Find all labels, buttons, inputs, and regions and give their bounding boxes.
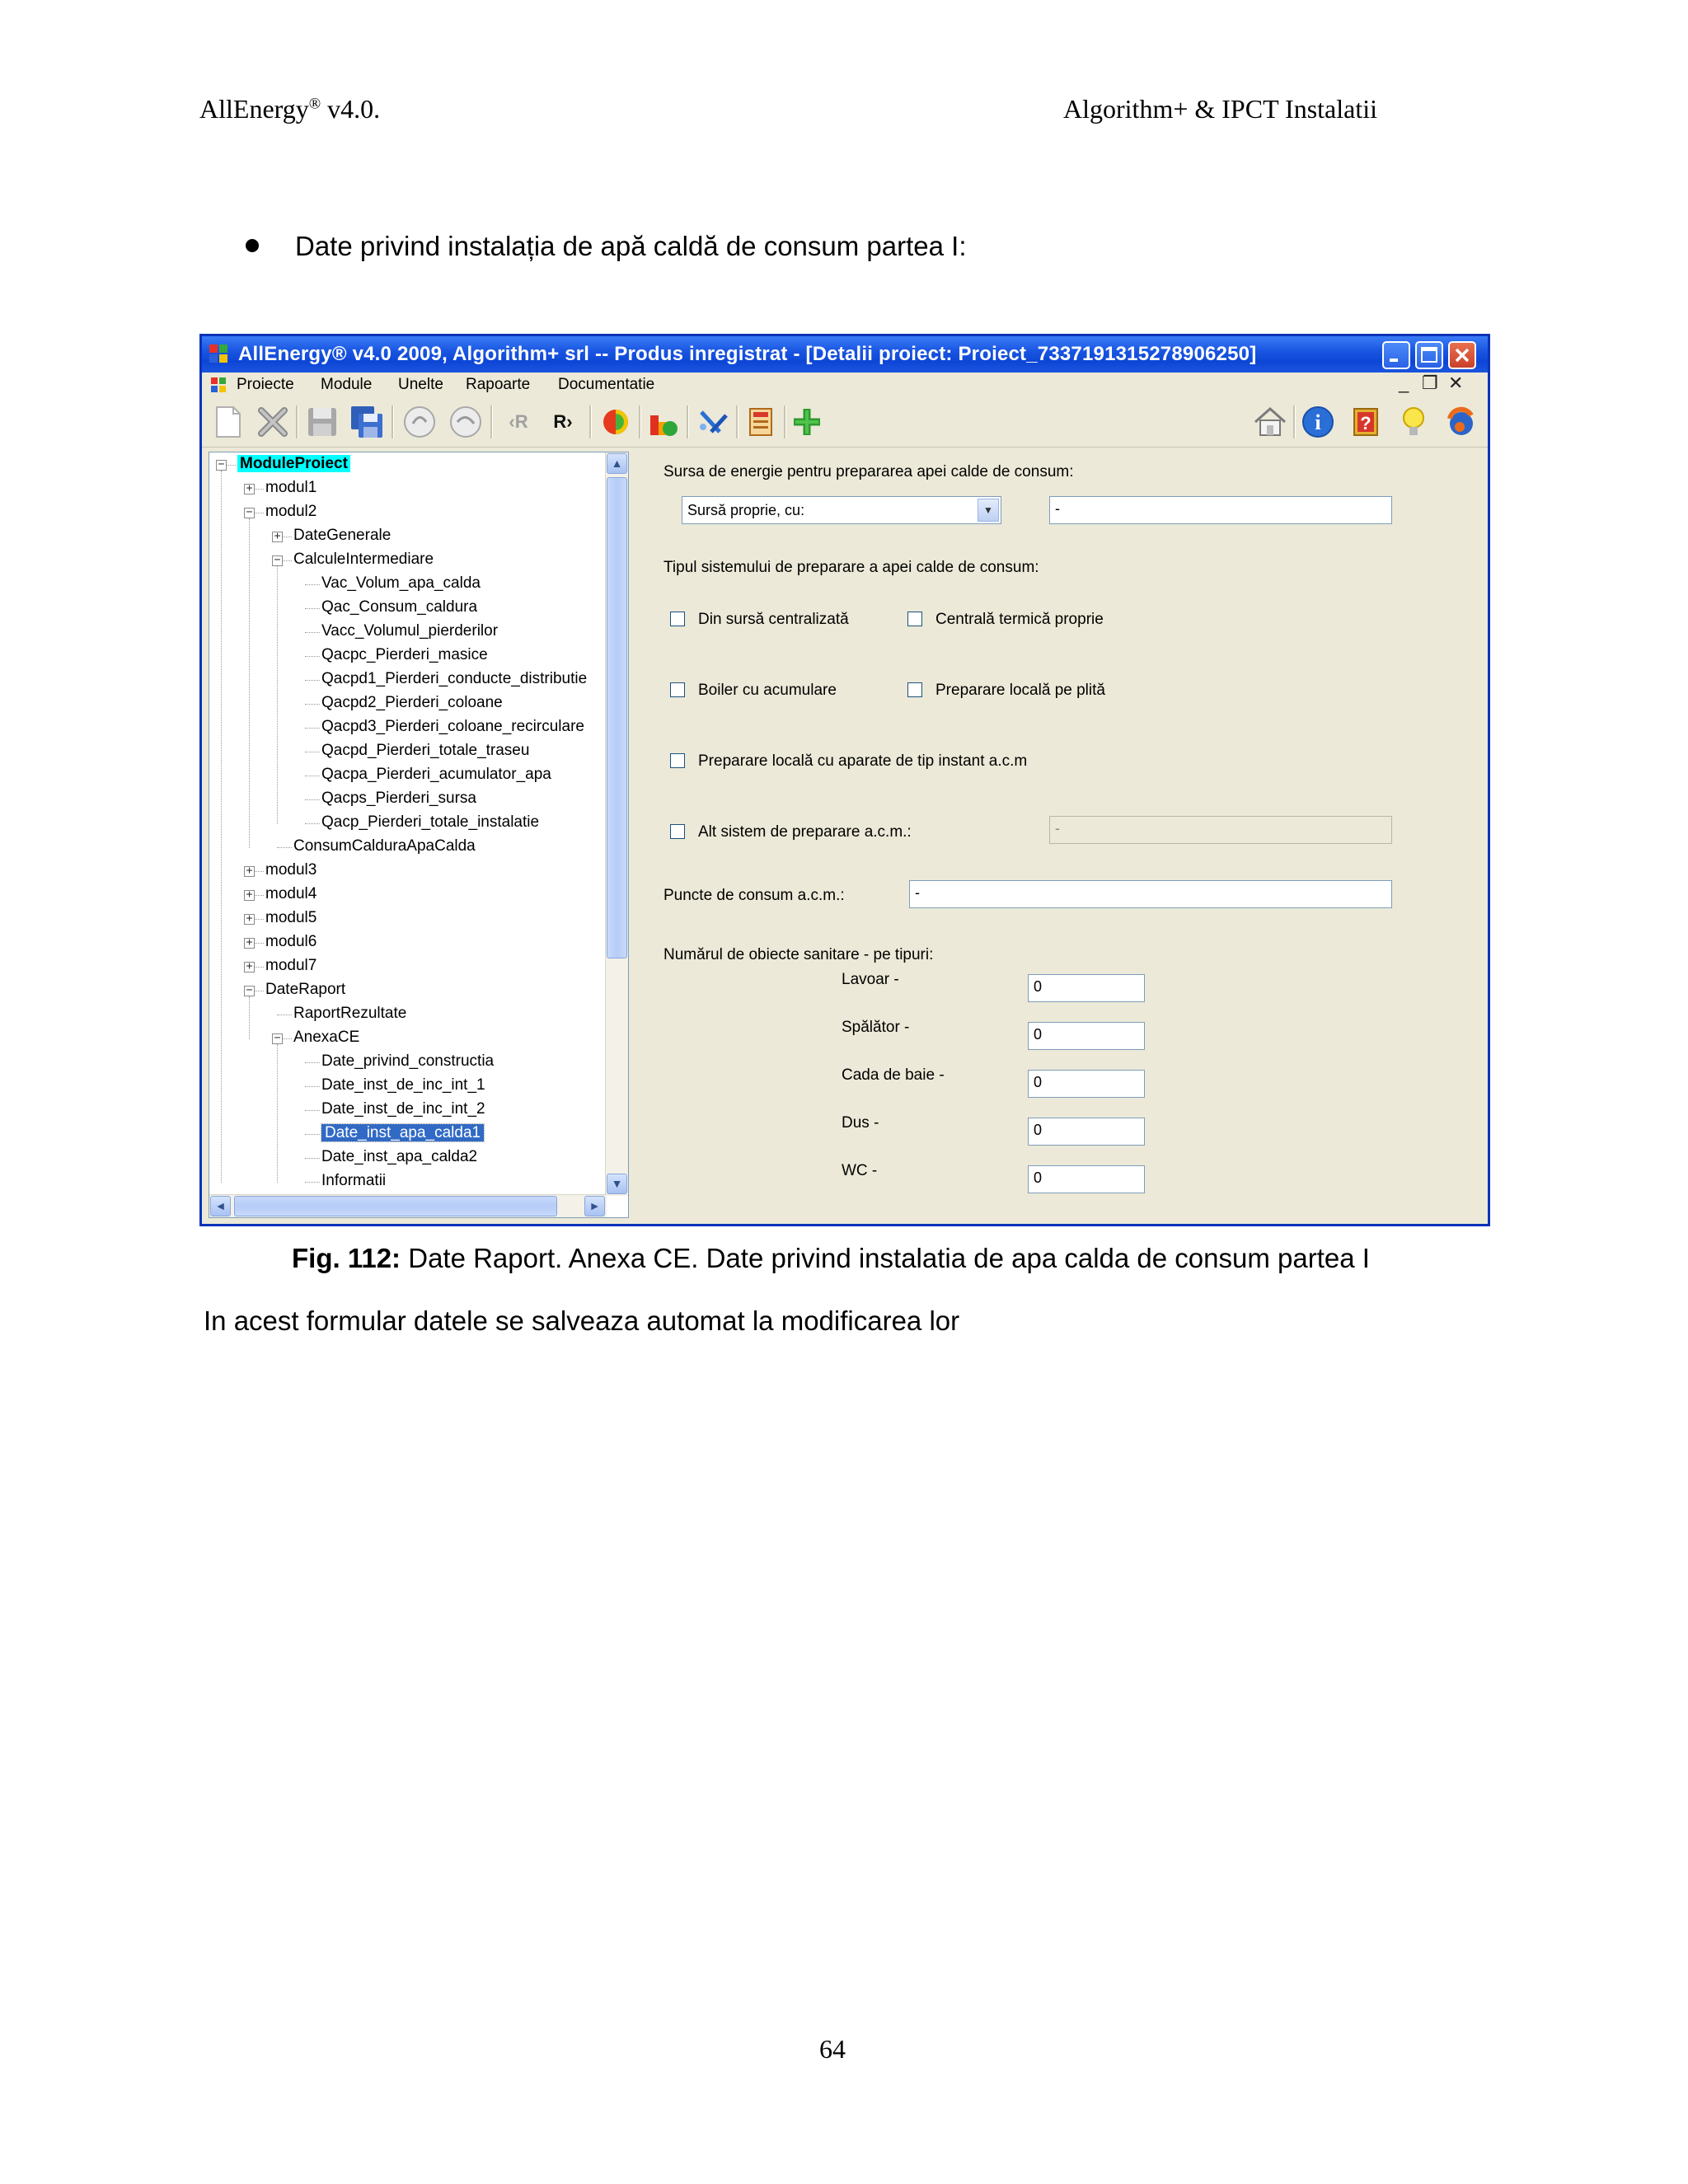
tree-node-label: Date_inst_apa_calda2 (321, 1148, 478, 1165)
expand-icon[interactable]: + (244, 866, 255, 877)
minimize-icon (1384, 343, 1409, 368)
tree-horizontal-scrollbar[interactable] (209, 1194, 607, 1217)
dus-field[interactable]: 0 (1028, 1118, 1145, 1146)
mdi-minimize-button[interactable]: _ (1399, 373, 1409, 393)
tree-connector (305, 823, 320, 824)
tree-node-label: DateRaport (265, 981, 346, 998)
expand-icon[interactable]: + (244, 890, 255, 901)
scroll-left-button[interactable]: ◄ (210, 1196, 231, 1216)
tree-node-label: Informatii (321, 1172, 387, 1189)
app-icon (209, 344, 228, 363)
undo-icon[interactable] (401, 404, 438, 440)
bullet-text: Date privind instalația de apă caldă de consum partea I: (295, 231, 967, 261)
tree-node[interactable] (293, 550, 434, 569)
instant-heater-checkbox[interactable] (670, 753, 685, 768)
tree-node-label: Vac_Volum_apa_calda (321, 574, 481, 592)
other-system-field[interactable]: - (1049, 816, 1392, 844)
tree-guide-line (249, 518, 250, 848)
maximize-button[interactable] (1415, 341, 1443, 369)
other-system-label: Alt sistem de preparare a.c.m.: (698, 823, 912, 841)
svg-text:i: i (1315, 410, 1321, 434)
scroll-up-button[interactable]: ▲ (607, 453, 627, 474)
consumption-points-field[interactable]: - (909, 880, 1392, 908)
toolbar-separator (490, 405, 493, 438)
other-system-checkbox[interactable] (670, 824, 685, 839)
expand-icon[interactable]: + (244, 938, 255, 949)
own-plant-checkbox[interactable] (907, 612, 922, 626)
page-header-right: Algorithm+ & IPCT Instalatii (1063, 94, 1377, 124)
toolbar-separator (1293, 405, 1296, 438)
tree-node-label: Date_inst_de_inc_int_1 (321, 1076, 485, 1094)
update-icon[interactable] (1442, 404, 1478, 440)
toolbar (202, 397, 1488, 448)
header-product-name: AllEnergy (199, 94, 309, 124)
toolbar-separator (296, 405, 298, 438)
tree-node[interactable] (321, 789, 476, 808)
mdi-restore-button[interactable]: ❐ (1422, 373, 1438, 393)
tree-node[interactable] (321, 1147, 477, 1167)
tree-connector (305, 704, 320, 705)
tree-node-label: Qacpd1_Pierderi_conducte_distributie (321, 670, 588, 687)
page-number: 64 (819, 2034, 846, 2064)
tree-node[interactable] (321, 813, 539, 832)
collapse-icon[interactable]: − (244, 986, 255, 996)
tree-guide-line (249, 996, 250, 1039)
tree-node-label: Qac_Consum_caldura (321, 598, 478, 616)
toolbar-separator (392, 405, 394, 438)
collapse-icon[interactable]: − (272, 555, 283, 566)
mdi-app-icon (210, 377, 227, 393)
tree-node-label: modul4 (265, 885, 317, 902)
centralized-source-checkbox[interactable] (670, 612, 685, 626)
help-icon[interactable] (1348, 404, 1384, 440)
tree-node-label: Qacpd2_Pierderi_coloane (321, 694, 503, 711)
tree-connector (305, 632, 320, 633)
toolbar-separator (784, 405, 786, 438)
close-icon (1450, 343, 1475, 368)
title-bar[interactable] (202, 336, 1488, 373)
toolbar-separator (589, 405, 592, 438)
own-plant-label: Centrală termică proprie (935, 611, 1104, 628)
tree-node-label: Qacpd3_Pierderi_coloane_recirculare (321, 718, 584, 735)
save-all-icon[interactable] (349, 404, 385, 440)
tree-connector (305, 584, 320, 585)
tree-node[interactable] (265, 908, 316, 928)
tree-connector (305, 1158, 320, 1159)
toolbar-separator (736, 405, 738, 438)
menu-bar (202, 373, 1488, 397)
energy-source-value: Sursă proprie, cu: (687, 502, 805, 518)
tree-node[interactable] (321, 1076, 485, 1095)
tree-connector (305, 1182, 320, 1183)
tree-node-label: modul2 (265, 503, 317, 520)
hot-water-form (639, 452, 1479, 1218)
lavoar-label: Lavoar - (842, 971, 899, 988)
tree-node[interactable] (321, 598, 477, 617)
collapse-icon[interactable]: − (272, 1033, 283, 1044)
cada-label: Cada de baie - (842, 1066, 945, 1084)
bullet-line (246, 231, 967, 262)
tree-vertical-scrollbar[interactable] (605, 452, 628, 1196)
dus-label: Dus - (842, 1114, 879, 1132)
tree-node[interactable] (321, 741, 529, 761)
tree-node-label: modul7 (265, 957, 317, 974)
tree-node-label: Qacpd_Pierderi_totale_traseu (321, 742, 530, 759)
menu-module[interactable]: Module (321, 376, 373, 393)
tree-node[interactable] (321, 669, 587, 689)
tree-connector (305, 608, 320, 609)
svg-text:?: ? (1360, 413, 1372, 434)
tree-node-label: ConsumCalduraApaCalda (293, 837, 476, 855)
tree-node[interactable] (265, 932, 316, 952)
vertical-scroll-thumb[interactable] (607, 477, 627, 958)
bulb-icon[interactable] (1395, 404, 1432, 440)
expand-icon[interactable]: + (272, 532, 283, 542)
new-document-icon[interactable] (210, 404, 246, 440)
caption-label: Fig. 112: (292, 1243, 401, 1273)
window-title: AllEnergy® v4.0 2009, Algorithm+ srl -- Produs inregistrat - [Detalii proiect: Proiect_7337191315278906250] (238, 343, 1257, 365)
tree-connector (305, 656, 320, 657)
tree-node-label: Date_inst_apa_calda1 (321, 1124, 484, 1141)
scroll-right-button[interactable]: ► (584, 1196, 605, 1216)
wc-label: WC - (842, 1162, 878, 1179)
tree-connector (305, 1110, 320, 1111)
wizard-icon[interactable] (695, 404, 731, 440)
page-header-left (199, 94, 380, 124)
tree-node[interactable] (321, 693, 503, 713)
chart-icon[interactable] (645, 404, 682, 440)
energy-source-label: Sursa de energie pentru prepararea apei calde de consum: (663, 463, 1074, 480)
tree-node[interactable] (321, 1123, 484, 1143)
minimize-button[interactable] (1382, 341, 1410, 369)
system-type-label: Tipul sistemului de preparare a apei calde de consum: (663, 559, 1039, 576)
tree-node[interactable] (293, 837, 476, 856)
tree-node-label: CalculeIntermediare (293, 551, 434, 568)
toolbar-separator (687, 405, 689, 438)
tree-guide-line (277, 1044, 278, 1183)
tree-node-label: ModuleProiect (237, 455, 350, 472)
tree-node-label: Qacp_Pierderi_totale_instalatie (321, 813, 540, 831)
tree-node[interactable] (265, 884, 316, 904)
local-stove-checkbox[interactable] (907, 682, 922, 697)
client-area (202, 373, 1488, 1224)
tree-node[interactable] (265, 478, 316, 498)
toolbar-separator (639, 405, 641, 438)
report-r-arrow-icon[interactable]: R› (553, 411, 573, 432)
close-button[interactable] (1448, 341, 1476, 369)
tree-node-label: Qacpa_Pierderi_acumulator_apa (321, 766, 551, 783)
traffic-light-icon[interactable] (598, 404, 634, 440)
tree-node[interactable] (321, 1171, 386, 1191)
tree-connector (277, 847, 292, 848)
delete-icon[interactable] (255, 404, 291, 440)
menu-rapoarte[interactable]: Rapoarte (466, 376, 531, 393)
tree-node[interactable] (293, 1028, 359, 1047)
tree-node[interactable] (321, 621, 498, 641)
consumption-points-label: Puncte de consum a.c.m.: (663, 887, 845, 904)
horizontal-scroll-thumb[interactable] (234, 1196, 557, 1216)
tree-node-label: RaportRezultate (293, 1005, 407, 1022)
boiler-checkbox[interactable] (670, 682, 685, 697)
figure-caption (292, 1243, 1370, 1274)
tree-node[interactable] (321, 574, 481, 593)
collapse-icon[interactable]: − (244, 508, 255, 518)
mdi-close-button[interactable]: ✕ (1448, 373, 1464, 393)
tree-node[interactable] (293, 1004, 406, 1024)
tree-node[interactable] (321, 765, 551, 785)
instant-heater-label: Preparare locală cu aparate de tip instant a.c.m (698, 752, 1028, 770)
tree-node-label: AnexaCE (293, 1029, 360, 1046)
tree-node-label: Qacps_Pierderi_sursa (321, 790, 476, 807)
wc-field[interactable]: 0 (1028, 1165, 1145, 1193)
spalator-field[interactable]: 0 (1028, 1022, 1145, 1050)
chevron-down-icon[interactable]: ▼ (978, 499, 999, 522)
expand-icon[interactable]: + (244, 484, 255, 494)
boiler-label: Boiler cu acumulare (698, 682, 837, 699)
maximize-icon (1417, 343, 1442, 368)
energy-source-select[interactable] (682, 496, 1001, 524)
expand-icon[interactable]: + (244, 914, 255, 925)
tree-node-label: Date_privind_constructia (321, 1052, 495, 1070)
expand-icon[interactable]: + (244, 962, 255, 972)
spalator-label: Spălător - (842, 1019, 910, 1036)
app-window (199, 334, 1490, 1226)
tree-connector (305, 1134, 320, 1135)
lavoar-field[interactable]: 0 (1028, 974, 1145, 1002)
tree-node-label: modul3 (265, 861, 317, 879)
tree-connector (305, 680, 320, 681)
add-icon[interactable] (789, 404, 825, 440)
tree-guide-line (221, 471, 222, 1183)
tree-node[interactable] (293, 526, 391, 546)
energy-source-extra-field[interactable]: - (1049, 496, 1392, 524)
tree-node-label: modul6 (265, 933, 317, 950)
report-r-icon[interactable]: ‹R (509, 411, 528, 432)
tree-node[interactable] (265, 860, 316, 880)
menu-documentatie[interactable]: Documentatie (558, 376, 655, 393)
tree-node[interactable] (265, 502, 316, 522)
bullet-dot-icon (246, 239, 259, 252)
tree-node-label: modul5 (265, 909, 317, 926)
tree-node[interactable] (265, 956, 316, 976)
menu-unelte[interactable]: Unelte (398, 376, 443, 393)
tree-guide-line (277, 566, 278, 824)
export-icon[interactable] (743, 404, 779, 440)
tree-node-label: Qacpc_Pierderi_masice (321, 646, 488, 663)
tree-node-label: modul1 (265, 479, 317, 496)
tree-node[interactable] (237, 454, 350, 474)
tree-node[interactable] (321, 645, 488, 665)
project-tree (209, 452, 629, 1218)
tree-connector (305, 799, 320, 800)
tree-node-label: DateGenerale (293, 527, 392, 544)
tree-node-label: Vacc_Volumul_pierderilor (321, 622, 499, 640)
tree-node-label: Date_inst_de_inc_int_2 (321, 1100, 485, 1118)
tree-connector (305, 1062, 320, 1063)
tree-node[interactable] (321, 717, 584, 737)
header-version: v4.0. (321, 94, 381, 124)
tree-connector (305, 728, 320, 729)
tree-node[interactable] (265, 980, 345, 1000)
home-icon[interactable] (1252, 404, 1288, 440)
menu-proiecte[interactable]: Proiecte (237, 376, 294, 393)
centralized-source-label: Din sursă centralizată (698, 611, 849, 628)
registered-mark: ® (308, 95, 321, 113)
cada-field[interactable]: 0 (1028, 1070, 1145, 1098)
local-stove-label: Preparare locală pe plită (935, 682, 1105, 699)
fixtures-label: Numărul de obiecte sanitare - pe tipuri: (663, 946, 934, 963)
tree-node[interactable] (321, 1099, 485, 1119)
caption-text: Date Raport. Anexa CE. Date privind instalatia de apa calda de consum partea I (401, 1243, 1370, 1273)
collapse-icon[interactable]: − (216, 460, 227, 471)
scroll-down-button[interactable]: ▼ (607, 1174, 627, 1194)
info-icon[interactable] (1300, 404, 1336, 440)
save-icon[interactable] (304, 404, 340, 440)
tree-node[interactable] (321, 1052, 494, 1071)
tree-connector (305, 1086, 320, 1087)
body-text: In acest formular datele se salveaza automat la modificarea lor (204, 1305, 960, 1336)
redo-icon[interactable] (448, 404, 484, 440)
